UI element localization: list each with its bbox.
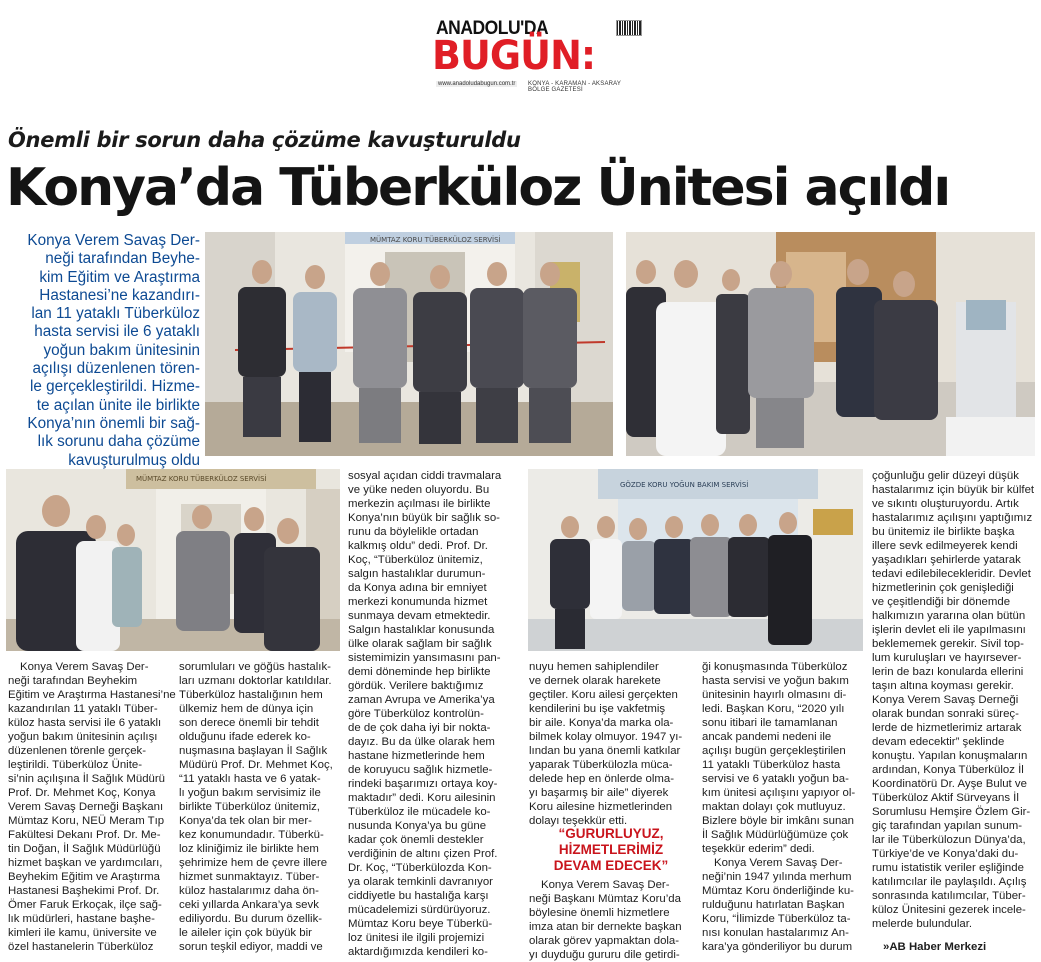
text-line: Salgın hastalıklar konusunda (348, 624, 495, 636)
text-line: Dr. Koç, “Tüberkülozda Kon- (348, 862, 492, 874)
text-line: sistemimizin yansımasını pan- (348, 652, 501, 664)
text-line: Verem Savaş Derneği Başkanı (8, 801, 164, 813)
text-line: hasta servisi ve yoğun bakım (702, 675, 849, 687)
text-line: ği konuşmasında Tüberküloz (702, 661, 848, 673)
photo3-sign: MÜMTAZ KORU TÜBERKÜLOZ SERVİSİ (136, 475, 267, 483)
text-line: illere sevk edilmeyerek kendi (872, 540, 1018, 552)
text-line: Hastanesi’ne kazandırı- (39, 286, 200, 304)
text-line: kimleri ile kamu, üniversite ve (8, 927, 157, 939)
body-column-6 (872, 469, 1037, 931)
text-line: Koordinatörü Dr. Ayşe Bulut ve (872, 778, 1027, 790)
text-line: katılımcılar ile paylaşıldı. Açılış (872, 876, 1027, 888)
text-line: şehrimize hem de çevre illere (179, 857, 328, 869)
photo1-sign: MÜMTAZ KORU TÜBERKÜLOZ SERVİSİ (370, 236, 501, 244)
text-line: “GURURLUYUZ, (558, 826, 664, 841)
text-line: işlerin devlet eli ile yapılmasını (872, 624, 1026, 636)
text-line: ve sıkıntı oluşturuyordu. Artık (872, 498, 1019, 510)
text-line: yaşadıkları şehirlerde yatarak (872, 554, 1021, 566)
masthead (432, 18, 644, 93)
text-line: servisi ve 6 yataklı yoğun ba- (702, 773, 849, 785)
photo-corridor (6, 469, 340, 651)
text-line: kendilerini bu işe vakfetmiş (529, 703, 666, 715)
text-line: hizmetlerinin çok genişlediği (872, 582, 1014, 594)
text-line: neği’nin 1947 yılında merhum (702, 871, 852, 883)
text-line: Konya’da tek olan bir mer- (179, 815, 312, 827)
text-line: Sorumlusu Hemşire Özlem Gir- (872, 806, 1031, 818)
text-line: ledi. Başkan Koru, “2020 yılı (702, 703, 845, 715)
text-line: tedavi edilebilecekleridir. Devlet (872, 568, 1031, 580)
text-line: ciddiyetle bu hastalığa karşı (348, 890, 489, 902)
text-line: Konya Verem Savaş Der- (714, 857, 843, 869)
text-line: lar ile Tüberkülozun Dünya’da, (872, 834, 1026, 846)
text-line: da Konya adına bir emniyet (348, 582, 487, 594)
text-line: Mümtaz Koru beye Tüberkü- (348, 918, 493, 930)
text-line: kalkmış oldu” dedi. Prof. Dr. (348, 540, 488, 552)
text-line: düzenlenen törenle gerçek- (8, 745, 147, 757)
text-line: kavuşturulmuş oldu (68, 451, 200, 469)
text-line: lerde de hizmetlerimiz artarak (872, 722, 1022, 734)
text-line: nuyu hemen sahiplendiler (529, 661, 659, 673)
text-line: böylesine önemli hizmetlere (529, 907, 670, 919)
text-line: neği tarafından Beyhekim (8, 675, 138, 687)
body-column-3 (348, 469, 516, 959)
text-line: maktadır” dedi. Koru ailesinin (348, 792, 496, 804)
text-line: çoğunluğu gelir düzeyi düşük (872, 470, 1019, 482)
text-line: olarak bundan sonraki süreç- (872, 708, 1019, 720)
text-line: açılışı düzenlenen tören- (32, 360, 200, 378)
text-line: hastane hizmetlerinde hem (348, 750, 485, 762)
text-line: hastalarımız açılışını yaptığımız (872, 512, 1033, 524)
text-line: Koru, “İlimizde Tüberküloz ta- (702, 913, 851, 925)
text-line: rumu istatistik veriler eşliğinde (872, 862, 1024, 874)
text-line: sorumluları ve göğüs hastalık- (179, 661, 331, 673)
text-line: ve yüke neden oluyordu. Bu (348, 484, 490, 496)
text-line: teşekkür ederim” dedi. (702, 843, 815, 855)
text-line: lık müdürleri, hastane başhe- (8, 913, 155, 925)
text-line: imza atan bir dernekte başkan (529, 921, 682, 933)
headline: Konya’da Tüberküloz Ünitesi açıldı (6, 158, 950, 218)
text-line: bilmek kolay olmuyor. 1947 yı- (529, 731, 683, 743)
text-line: Prof. Dr. Mehmet Koç, Konya (8, 787, 156, 799)
text-line: tin Doğan, İl Sağlık Müdürlüğü (8, 843, 161, 855)
text-line: geçtiler. Koru ailesi gerçekten (529, 689, 678, 701)
text-line: verdiğinin de altını çizen Prof. (348, 848, 498, 860)
text-line: zaman Avrupa ve Amerika’ya (348, 694, 495, 706)
photo4-sign: GÖZDE KORU YOĞUN BAKIM SERVİSİ (620, 481, 749, 489)
text-line: konuştu. Yapılan konuşmaların (872, 750, 1028, 762)
text-line: hasta servisi ile 6 yataklı (34, 323, 200, 341)
text-line: melerde bulundular. (872, 918, 973, 930)
text-line: ünitesinin hayırlı olmasını di- (702, 689, 847, 701)
text-line: açılışı bugün gerçekleştirilen (702, 745, 846, 757)
body-column-4 (529, 660, 694, 828)
text-line: sorun teşkil ediyor, maddi ve (179, 941, 323, 953)
text-line: lık sorunu daha çözüme (37, 433, 200, 451)
text-line: mücadelemizi sürdürüyoruz. (348, 904, 491, 916)
text-line: lerin de bazı konularda ellerini (872, 666, 1024, 678)
masthead-url: www.anadoludabugun.com.tr (438, 81, 516, 87)
text-line: Tüberküloz Aktif Sürveyans İl (872, 792, 1019, 804)
text-line: hizmet başkan ve yardımcıları, (8, 857, 163, 869)
text-line: ve dernek olarak harekete (529, 675, 661, 687)
text-line: devam edecektir” şeklinde (872, 736, 1005, 748)
text-line: sunmaya devam etmektedir. (348, 610, 491, 622)
text-line: nuşmasına başlayan İl Sağlık (179, 745, 328, 757)
body-column-5 (702, 660, 862, 954)
text-line: leştirildi. Tüberküloz Ünite- (8, 759, 142, 771)
masthead-title: BUGÜN: (432, 33, 596, 79)
text-line: yı duyduğu gururu dile getirdi- (529, 949, 680, 961)
text-line: le aileler için çok büyük bir (179, 927, 312, 939)
text-line: Konya’nın önemli bir sağ- (27, 414, 200, 432)
text-line: salgın hastalıklar durumun- (348, 568, 486, 580)
text-line: Beyhekim Eğitim ve Araştırma (8, 871, 160, 883)
text-line: hizmet sunmaktayız. Tüber- (179, 871, 320, 883)
text-line: Müdürü Prof. Dr. Mehmet Koç, (179, 759, 333, 771)
text-line: maktan dolayı çok mutluyuz. (702, 801, 846, 813)
text-line: Türkiye’de ve Konya’daki du- (872, 848, 1019, 860)
text-line: merkezi konumunda hizmet (348, 596, 488, 608)
text-line: dolayı teşekkür etti. (529, 815, 628, 827)
barcode-icon (616, 20, 642, 36)
text-line: kim Eğitim ve Araştırma (39, 268, 200, 286)
subheading (528, 826, 694, 874)
text-line: Koç, “Tüberküloz ünitemiz, (348, 554, 483, 566)
text-line: loz ünitesi ile ilgili projemizi (348, 932, 485, 944)
text-line: ediliyordu. Bu durum özellik- (179, 913, 323, 925)
text-line: ülke olarak sağlam bir sağlık (348, 638, 492, 650)
text-line: Ömer Faruk Erkoçak, ilçe sağ- (8, 899, 162, 911)
text-line: demi döneminde hep birlikte (348, 666, 491, 678)
lead-paragraph (6, 232, 200, 470)
body-column-4b (529, 878, 694, 962)
text-line: ları uzmanı doktorlar katıldılar. (179, 675, 332, 687)
text-line: kazandırılan 11 yataklı Tüber- (8, 703, 158, 715)
text-line: sonrasında katılımcılar, Tüber- (872, 890, 1026, 902)
text-line: Koru ailesine hizmetlerinden (529, 801, 673, 813)
text-line: DEVAM EDECEK” (553, 858, 669, 873)
text-line: te açılan ünite ile birlikte (36, 396, 200, 414)
text-line: Konya Verem Savaş Der- (27, 232, 200, 249)
text-line: delede hep en önlerde olma- (529, 773, 675, 785)
text-line: bir aile. Konya’da marka ola- (529, 717, 674, 729)
text-line: lı yoğun bakım servisimiz ile (179, 787, 321, 799)
text-line: ya olarak temkinli davranıyor (348, 876, 493, 888)
masthead-top: ANADOLU'DA (436, 18, 549, 39)
text-line: özel hastanelerin Tüberküloz (8, 941, 154, 953)
text-line: rulduğunu hatırlatan Başkan (702, 899, 845, 911)
text-line: le gerçekleştirildi. Hizme- (29, 378, 200, 396)
text-line: de de çok daha iyi bir nokta- (348, 722, 491, 734)
text-line: Eğitim ve Araştırma Hastanesi’ne (8, 689, 176, 701)
text-line: hastalarımız için büyük bir külfet (872, 484, 1035, 496)
text-line: HİZMETLERİMİZ (558, 842, 664, 857)
text-line: kım ünitesi açılışını yapıyor ol- (702, 787, 856, 799)
text-line: kara’ya gönderiliyor bu durum (702, 941, 853, 953)
text-line: sonu itibari ile tamamlanan (702, 717, 838, 729)
text-line: neği tarafından Beyhe- (45, 250, 200, 268)
text-line: ceki yıllarda Ankara’ya sevk (179, 899, 319, 911)
text-line: son derece önemli bir tehdit (179, 717, 319, 729)
text-line: Mümtaz Koru önderliğinde ku- (702, 885, 854, 897)
text-line: beklememek gerekir. Sivil top- (872, 638, 1024, 650)
text-line: ardından, Konya Tüberküloz İl (872, 764, 1024, 776)
text-line: ülkemiz hem de dünya için (179, 703, 314, 715)
photo-room-tour (626, 232, 1035, 456)
text-line: lından bu yana önemli katkılar (529, 745, 681, 757)
text-line: taşın altına koyması gerekir. (872, 680, 1014, 692)
text-line: nusunda Konya’ya bu güne (348, 820, 487, 832)
text-line: 11 yataklı Tüberküloz hasta (702, 759, 841, 771)
text-line: Konya’nın büyük bir sağlık so- (348, 512, 500, 524)
byline: »AB Haber Merkezi (883, 941, 987, 953)
kicker: Önemli bir sorun daha çözüme kavuşturuldu (8, 128, 521, 152)
text-line: Tüberküloz ile mücadele ko- (348, 806, 491, 818)
text-line: Tüberküloz hastalığının hem (179, 689, 323, 701)
text-line: halkımızın yararına olan bütün (872, 610, 1026, 622)
text-line: küloz Ünitesini gezerek incele- (872, 904, 1026, 916)
text-line: giç tarafından yapılan sunum- (872, 820, 1023, 832)
text-line: İl Sağlık Müdürlüğümüze çok (702, 829, 849, 841)
text-line: Mümtaz Koru, NEÜ Meram Tıp (8, 815, 165, 827)
text-line: sosyal açıdan ciddi travmalara (348, 470, 502, 482)
text-line: rindeki başarımızı ortaya koy- (348, 778, 498, 790)
text-line: olarak görev yapmaktan dola- (529, 935, 680, 947)
photo-icu-group (528, 469, 863, 651)
text-line: lum kuruluşları ve hayırsever- (872, 652, 1022, 664)
text-line: de koruyucu sağlık hizmetle- (348, 764, 493, 776)
text-line: Konya Verem Savaş Der- (20, 661, 149, 673)
text-line: Fakültesi Dekanı Prof. Dr. Me- (8, 829, 161, 841)
text-line: bu ünitemiz ile birlikte başka (872, 526, 1015, 538)
text-line: nısı konulan hastalarımız An- (702, 927, 849, 939)
text-line: Konya Verem Savaş Derneği (872, 694, 1019, 706)
text-line: yı başarmış bir aile” diyerek (529, 787, 669, 799)
text-line: lan 11 yataklı Tüberküloz (31, 305, 200, 323)
text-line: loz kliniğimiz ile birlikte hem (179, 843, 319, 855)
text-line: yoğun bakım ünitesinin (43, 341, 200, 359)
photo-ribbon-cutting (205, 232, 613, 456)
text-line: Bizlere böyle bir imkânı sunan (702, 815, 854, 827)
text-line: aktardığımızda kendileri ko- (348, 946, 488, 958)
body-column-2 (179, 660, 339, 954)
text-line: Konya Verem Savaş Der- (541, 879, 670, 891)
text-line: runu da böylelikle ortadan (348, 526, 479, 538)
text-line: yaparak Tüberkülozla müca- (529, 759, 673, 771)
text-line: küloz hastalarımız daha ön- (179, 885, 319, 897)
text-line: yoğun bakım ünitesinin açılışı (8, 731, 158, 743)
text-line: ve çeşitlendiği bir dönemde (872, 596, 1011, 608)
text-line: olduğunu ifade ederek ko- (179, 731, 311, 743)
body-column-1 (8, 660, 176, 954)
text-line: göre Tüberküloz kontrolün- (348, 708, 484, 720)
text-line: ancak pandemi nedeni ile (702, 731, 832, 743)
text-line: Hastanesi Başhekimi Prof. Dr. (8, 885, 160, 897)
text-line: birlikte Tüberküloz ünitemiz, (179, 801, 320, 813)
masthead-region: KONYA - KARAMAN - AKSARAY BÖLGE GAZETESİ (528, 81, 622, 93)
text-line: merkezin açılması ile birlikte (348, 498, 491, 510)
text-line: si’nin açılışına İl Sağlık Müdürü (8, 773, 166, 785)
text-line: küloz hasta servisi ile 6 yataklı (8, 717, 162, 729)
text-line: neği Başkanı Mümtaz Koru’da (529, 893, 681, 905)
text-line: dayız. Bu da ülke olarak hem (348, 736, 495, 748)
text-line: kadar çok önemli destekler (348, 834, 484, 846)
text-line: “11 yataklı hasta ve 6 yatak- (179, 773, 321, 785)
text-line: gördük. Verilere baktığımız (348, 680, 484, 692)
text-line: kez konumundadır. Tüberkü- (179, 829, 324, 841)
